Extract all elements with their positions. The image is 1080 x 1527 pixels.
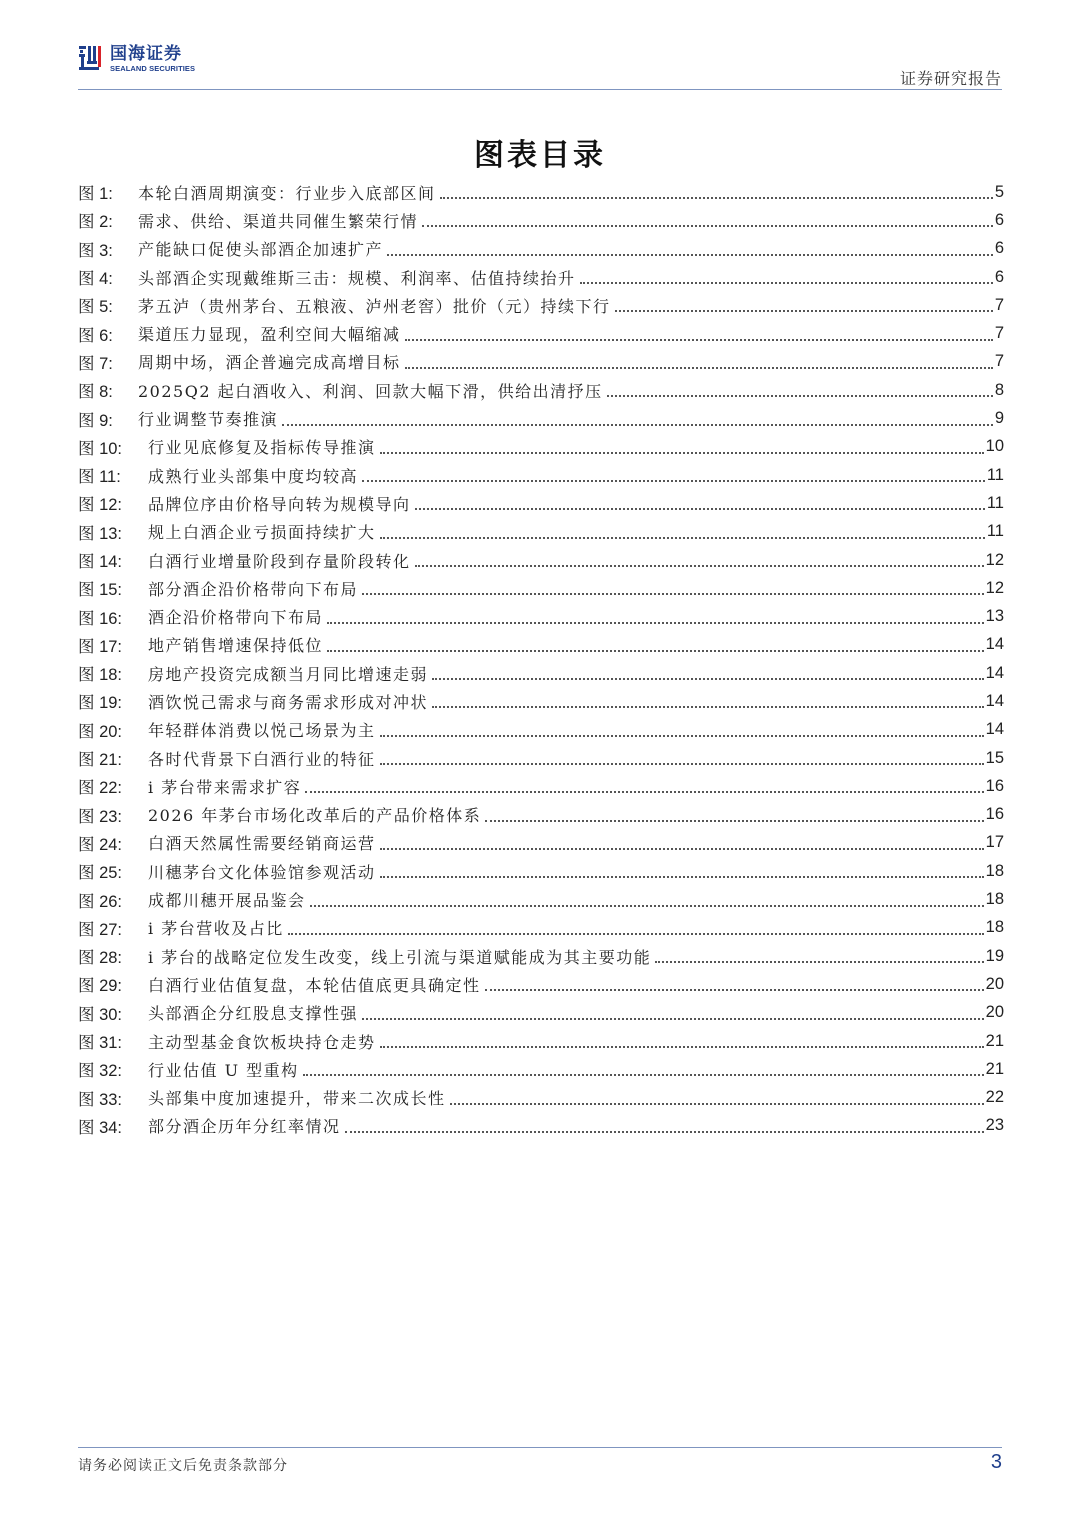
- toc-figure-title: i 茅台的战略定位发生改变，线上引流与渠道赋能成为其主要功能: [148, 947, 652, 967]
- toc-dot-leader: [380, 735, 984, 737]
- toc-page-number: 20: [985, 1003, 1004, 1022]
- toc-figure-title: 需求、供给、渠道共同催生繁荣行情: [138, 211, 419, 231]
- toc-dot-leader: [405, 367, 993, 369]
- toc-entry[interactable]: [78, 263, 1004, 291]
- toc-figure-label: 图 10:: [78, 439, 123, 458]
- toc-figure-title: 茅五泸（贵州茅台、五粮液、泸州老窖）批价（元）持续下行: [138, 296, 611, 316]
- toc-dot-leader: [615, 310, 993, 312]
- toc-figure-title: 2025Q2 起白酒收入、利润、回款大幅下滑，供给出清抒压: [138, 381, 603, 401]
- figure-table-of-contents: [78, 178, 1004, 1140]
- toc-entry[interactable]: [78, 291, 1004, 319]
- toc-entry[interactable]: [78, 999, 1004, 1027]
- toc-figure-title: 房地产投资完成额当月同比增速走弱: [148, 664, 429, 684]
- toc-figure-title: 头部酒企分红股息支撑性强: [148, 1004, 359, 1024]
- toc-figure-title: 品牌位序由价格导向转为规模导向: [148, 494, 411, 514]
- toc-dot-leader: [310, 905, 984, 907]
- toc-figure-label: 图 31:: [78, 1034, 123, 1053]
- toc-page-number: 7: [994, 295, 1004, 314]
- toc-figure-label: 图 16:: [78, 609, 123, 628]
- toc-page-number: 21: [985, 1031, 1004, 1050]
- toc-entry[interactable]: [78, 687, 1004, 715]
- header-divider: [78, 89, 1002, 90]
- toc-figure-label: 图 18:: [78, 666, 123, 685]
- toc-page-number: 14: [985, 663, 1004, 682]
- toc-entry[interactable]: [78, 518, 1004, 546]
- toc-page-number: 7: [994, 324, 1004, 343]
- toc-figure-label: 图 24:: [78, 835, 123, 854]
- toc-figure-label: 图 4:: [78, 270, 113, 289]
- toc-figure-label: 图 5:: [78, 298, 113, 317]
- toc-page-number: 14: [985, 691, 1004, 710]
- toc-figure-title: i 茅台营收及占比: [148, 919, 284, 939]
- footer-disclaimer: 请务必阅读正文后免责条款部分: [78, 1458, 288, 1474]
- toc-figure-label: 图 19:: [78, 694, 123, 713]
- toc-figure-label: 图 26:: [78, 892, 123, 911]
- toc-dot-leader: [432, 706, 984, 708]
- toc-entry[interactable]: [78, 801, 1004, 829]
- toc-page-number: 6: [994, 267, 1004, 286]
- toc-entry[interactable]: [78, 546, 1004, 574]
- toc-page-number: 12: [985, 578, 1004, 597]
- toc-entry[interactable]: [78, 857, 1004, 885]
- toc-figure-title: 成熟行业头部集中度均较高: [148, 466, 359, 486]
- toc-entry[interactable]: [78, 772, 1004, 800]
- toc-entry[interactable]: [78, 1112, 1004, 1140]
- toc-dot-leader: [380, 848, 984, 850]
- toc-page-number: 9: [994, 409, 1004, 428]
- toc-page-number: 14: [985, 635, 1004, 654]
- toc-page-number: 11: [986, 522, 1004, 541]
- toc-figure-title: 川穗茅台文化体验馆参观活动: [148, 862, 376, 882]
- toc-entry[interactable]: [78, 461, 1004, 489]
- toc-page-number: 11: [986, 465, 1004, 484]
- page-header: [78, 40, 1002, 92]
- toc-figure-label: 图 6:: [78, 326, 113, 345]
- toc-dot-leader: [327, 650, 984, 652]
- toc-figure-title: 年轻群体消费以悦己场景为主: [148, 721, 376, 741]
- toc-figure-label: 图 32:: [78, 1062, 123, 1081]
- toc-page-number: 8: [994, 380, 1004, 399]
- toc-dot-leader: [362, 480, 985, 482]
- toc-entry[interactable]: [78, 970, 1004, 998]
- toc-figure-title: 部分酒企历年分红率情况: [148, 1117, 341, 1137]
- toc-page-number: 5: [994, 182, 1004, 201]
- toc-dot-leader: [440, 197, 993, 199]
- toc-entry[interactable]: [78, 602, 1004, 630]
- toc-entry[interactable]: [78, 885, 1004, 913]
- toc-figure-label: 图 25:: [78, 864, 123, 883]
- toc-dot-leader: [380, 537, 985, 539]
- toc-dot-leader: [380, 763, 984, 765]
- toc-dot-leader: [303, 1074, 984, 1076]
- toc-dot-leader: [387, 254, 993, 256]
- toc-dot-leader: [432, 678, 984, 680]
- toc-page-number: 11: [986, 493, 1004, 512]
- toc-figure-label: 图 28:: [78, 949, 123, 968]
- toc-entry[interactable]: [78, 348, 1004, 376]
- toc-figure-title: 本轮白酒周期演变：行业步入底部区间: [138, 183, 436, 203]
- toc-entry[interactable]: [78, 829, 1004, 857]
- toc-figure-label: 图 23:: [78, 807, 123, 826]
- toc-page-number: 18: [985, 890, 1004, 909]
- toc-dot-leader: [362, 1018, 984, 1020]
- toc-figure-title: 部分酒企沿价格带向下布局: [148, 579, 359, 599]
- toc-figure-label: 图 7:: [78, 354, 113, 373]
- toc-entry[interactable]: [78, 235, 1004, 263]
- toc-figure-title: 产能缺口促使头部酒企加速扩产: [138, 240, 384, 260]
- toc-figure-label: 图 17:: [78, 637, 123, 656]
- toc-figure-label: 图 30:: [78, 1005, 123, 1024]
- toc-page-number: 16: [985, 776, 1004, 795]
- toc-entry[interactable]: [78, 659, 1004, 687]
- logo-chinese-name: 国海证券: [110, 44, 182, 64]
- toc-dot-leader: [485, 989, 984, 991]
- toc-page-number: 18: [985, 861, 1004, 880]
- toc-figure-label: 图 13:: [78, 524, 123, 543]
- toc-figure-title: i 茅台带来需求扩容: [148, 777, 302, 797]
- toc-dot-leader: [485, 820, 983, 822]
- toc-dot-leader: [415, 508, 985, 510]
- toc-figure-label: 图 33:: [78, 1090, 123, 1109]
- toc-entry[interactable]: [78, 404, 1004, 432]
- toc-figure-title: 规上白酒企业亏损面持续扩大: [148, 523, 376, 543]
- toc-page-number: 13: [985, 607, 1004, 626]
- toc-figure-title: 白酒天然属性需要经销商运营: [148, 834, 376, 854]
- toc-entry[interactable]: [78, 631, 1004, 659]
- toc-entry[interactable]: [78, 574, 1004, 602]
- toc-figure-label: 图 1:: [78, 185, 113, 204]
- toc-figure-title: 行业见底修复及指标传导推演: [148, 438, 376, 458]
- toc-figure-title: 渠道压力显现，盈利空间大幅缩减: [138, 325, 401, 345]
- toc-dot-leader: [607, 395, 993, 397]
- toc-figure-label: 图 2:: [78, 213, 113, 232]
- toc-figure-label: 图 9:: [78, 411, 113, 430]
- toc-dot-leader: [362, 593, 984, 595]
- toc-figure-title: 头部集中度加速提升，带来二次成长性: [148, 1089, 446, 1109]
- toc-figure-label: 图 21:: [78, 751, 123, 770]
- toc-page-number: 6: [994, 239, 1004, 258]
- toc-dot-leader: [282, 424, 993, 426]
- toc-dot-leader: [380, 1046, 984, 1048]
- toc-dot-leader: [450, 1103, 984, 1105]
- toc-dot-leader: [655, 961, 983, 963]
- toc-page-number: 6: [994, 210, 1004, 229]
- toc-figure-title: 主动型基金食饮板块持仓走势: [148, 1032, 376, 1052]
- toc-figure-title: 白酒行业估值复盘，本轮估值底更具确定性: [148, 975, 481, 995]
- toc-entry[interactable]: [78, 1055, 1004, 1083]
- toc-dot-leader: [288, 933, 984, 935]
- toc-figure-title: 各时代背景下白酒行业的特征: [148, 749, 376, 769]
- toc-figure-title: 周期中场，酒企普遍完成高增目标: [138, 353, 401, 373]
- page-title: 图表目录: [474, 138, 606, 173]
- toc-figure-label: 图 3:: [78, 241, 113, 260]
- toc-figure-title: 酒企沿价格带向下布局: [148, 608, 324, 628]
- toc-dot-leader: [380, 452, 984, 454]
- toc-page-number: 23: [985, 1116, 1004, 1135]
- toc-figure-label: 图 22:: [78, 779, 123, 798]
- toc-entry[interactable]: [78, 433, 1004, 461]
- toc-figure-title: 成都川穗开展品鉴会: [148, 891, 306, 911]
- toc-entry[interactable]: [78, 1084, 1004, 1112]
- toc-page-number: 22: [985, 1088, 1004, 1107]
- toc-figure-label: 图 12:: [78, 496, 123, 515]
- toc-page-number: 20: [985, 974, 1004, 993]
- toc-page-number: 21: [985, 1059, 1004, 1078]
- toc-page-number: 7: [994, 352, 1004, 371]
- toc-page-number: 16: [985, 805, 1004, 824]
- toc-entry[interactable]: [78, 178, 1004, 206]
- toc-entry[interactable]: [78, 319, 1004, 347]
- toc-page-number: 14: [985, 720, 1004, 739]
- toc-figure-title: 酒饮悦己需求与商务需求形成对冲状: [148, 692, 429, 712]
- toc-page-number: 12: [985, 550, 1004, 569]
- toc-entry[interactable]: [78, 206, 1004, 234]
- toc-figure-label: 图 29:: [78, 977, 123, 996]
- toc-figure-title: 头部酒企实现戴维斯三击：规模、利润率、估值持续抬升: [138, 268, 576, 288]
- toc-figure-label: 图 15:: [78, 581, 123, 600]
- toc-entry[interactable]: [78, 942, 1004, 970]
- footer-divider: [78, 1447, 1002, 1448]
- toc-figure-title: 行业调整节奏推演: [138, 410, 279, 430]
- toc-page-number: 19: [985, 946, 1004, 965]
- toc-entry[interactable]: [78, 376, 1004, 404]
- report-type-label: 证券研究报告: [899, 69, 1002, 88]
- toc-figure-label: 图 27:: [78, 920, 123, 939]
- toc-dot-leader: [422, 225, 993, 227]
- toc-page-number: 18: [985, 918, 1004, 937]
- toc-entry[interactable]: [78, 489, 1004, 517]
- toc-page-number: 15: [985, 748, 1004, 767]
- toc-figure-label: 图 11:: [78, 468, 121, 487]
- toc-figure-label: 图 14:: [78, 553, 123, 571]
- sealand-logo-icon: [78, 44, 104, 74]
- toc-figure-label: 图 34:: [78, 1118, 123, 1137]
- toc-figure-title: 2026 年茅台市场化改革后的产品价格体系: [148, 806, 482, 826]
- company-logo: [78, 44, 195, 74]
- toc-dot-leader: [327, 622, 984, 624]
- toc-figure-title: 行业估值 U 型重构: [148, 1060, 299, 1080]
- toc-dot-leader: [580, 282, 993, 284]
- toc-dot-leader: [415, 565, 984, 567]
- toc-figure-label: 图 8:: [78, 383, 113, 402]
- toc-figure-title: 地产销售增速保持低位: [148, 636, 324, 656]
- toc-dot-leader: [380, 876, 984, 878]
- toc-dot-leader: [305, 791, 983, 793]
- toc-entry[interactable]: [78, 716, 1004, 744]
- toc-dot-leader: [405, 339, 993, 341]
- toc-entry[interactable]: [78, 744, 1004, 772]
- toc-page-number: 17: [985, 833, 1004, 852]
- toc-figure-label: 图 20:: [78, 722, 123, 741]
- toc-entry[interactable]: [78, 1027, 1004, 1055]
- toc-dot-leader: [345, 1131, 984, 1133]
- page-number: 3: [990, 1451, 1002, 1473]
- toc-page-number: 10: [985, 437, 1004, 456]
- toc-figure-title: 白酒行业增量阶段到存量阶段转化: [148, 551, 411, 571]
- logo-english-name: SEALAND SECURITIES: [110, 64, 196, 73]
- toc-entry[interactable]: [78, 914, 1004, 942]
